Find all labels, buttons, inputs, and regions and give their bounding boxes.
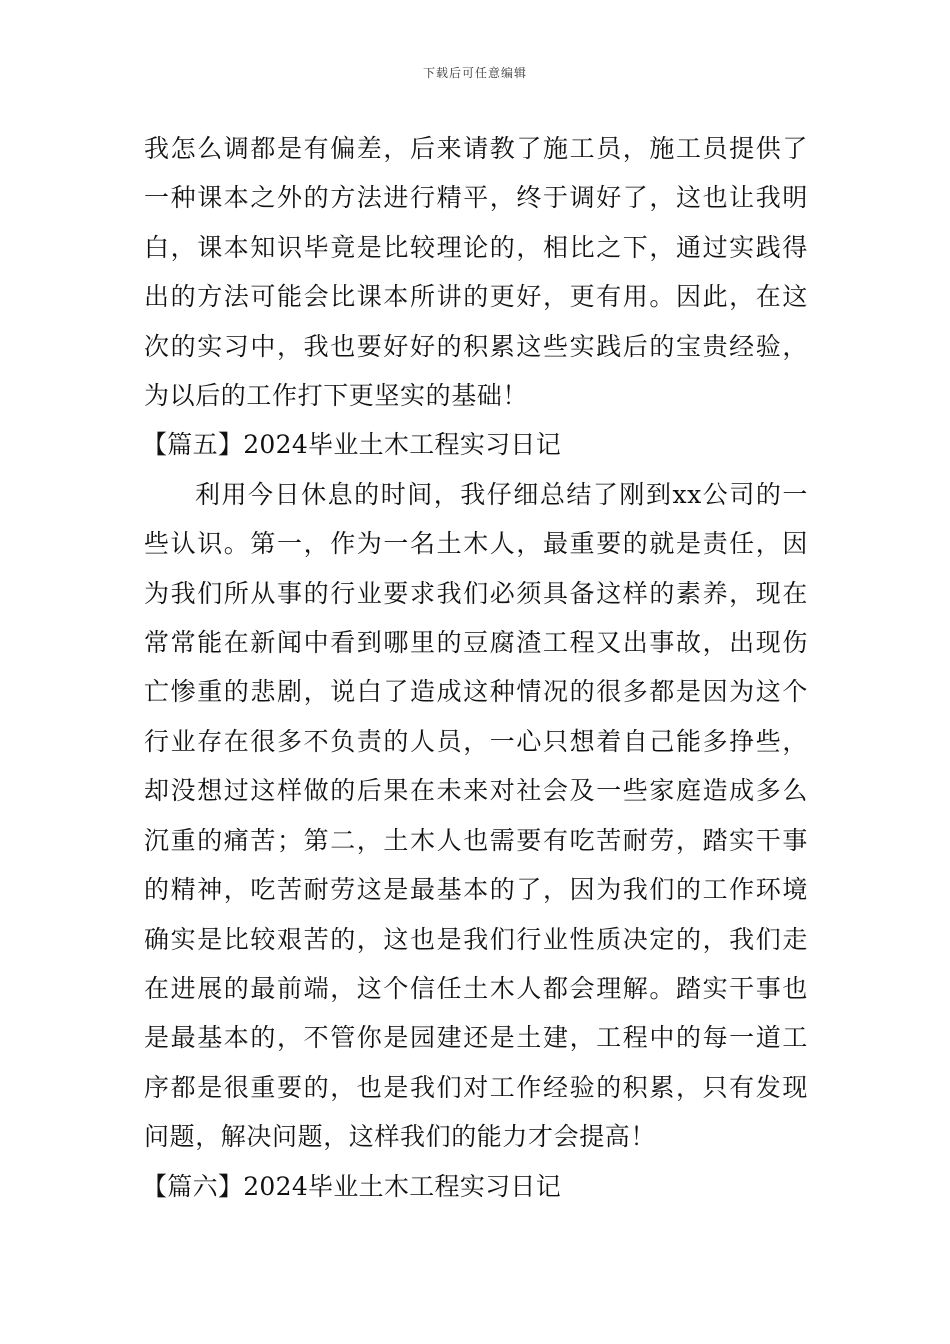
header-note: 下载后可任意编辑	[422, 66, 527, 80]
document-body	[144, 124, 808, 1211]
paragraph-continued: 我怎么调都是有偏差，后来请教了施工员，施工员提供了一种课本之外的方法进行精平，终于调好了，这也让我明白，课本知识毕竟是比较理论的，相比之下，通过实践得出的方法可能会比课本所讲的更好，更有用。因此，在这次的实习中，我也要好好的积累这些实践后的宝贵经验，为以后的工作打下更坚实的基础！	[144, 134, 808, 411]
paragraph-section-5: 利用今日休息的时间，我仔细总结了刚到xx公司的一些认识。第一，作为一名土木人，最重要的就是责任，因为我们所从事的行业要求我们必须具备这样的素养，现在常常能在新闻中看到哪里的豆腐渣工程又出事故，出现伤亡惨重的悲剧，说白了造成这种情况的很多都是因为这个行业存在很多不负责的人员，一心只想着自己能多挣些，却没想过这样做的后果在未来对社会及一些家庭造成多么沉重的痛苦；第二，土木人也需要有吃苦耐劳，踏实干事的精神，吃苦耐劳这是最基本的了，因为我们的工作环境确实是比较艰苦的，这也是我们行业性质决定的，我们走在进展的最前端，这个信任土木人都会理解。踏实干事也是最基本的，不管你是园建还是土建，工程中的每一道工序都是很重要的，也是我们对工作经验的积累，只有发现问题，解决问题，这样我们的能力才会提高！	[144, 479, 808, 1152]
section-title-5: 【篇五】2024毕业土木工程实习日记	[142, 430, 562, 460]
section-title-6: 【篇六】2024毕业土木工程实习日记	[142, 1171, 562, 1201]
